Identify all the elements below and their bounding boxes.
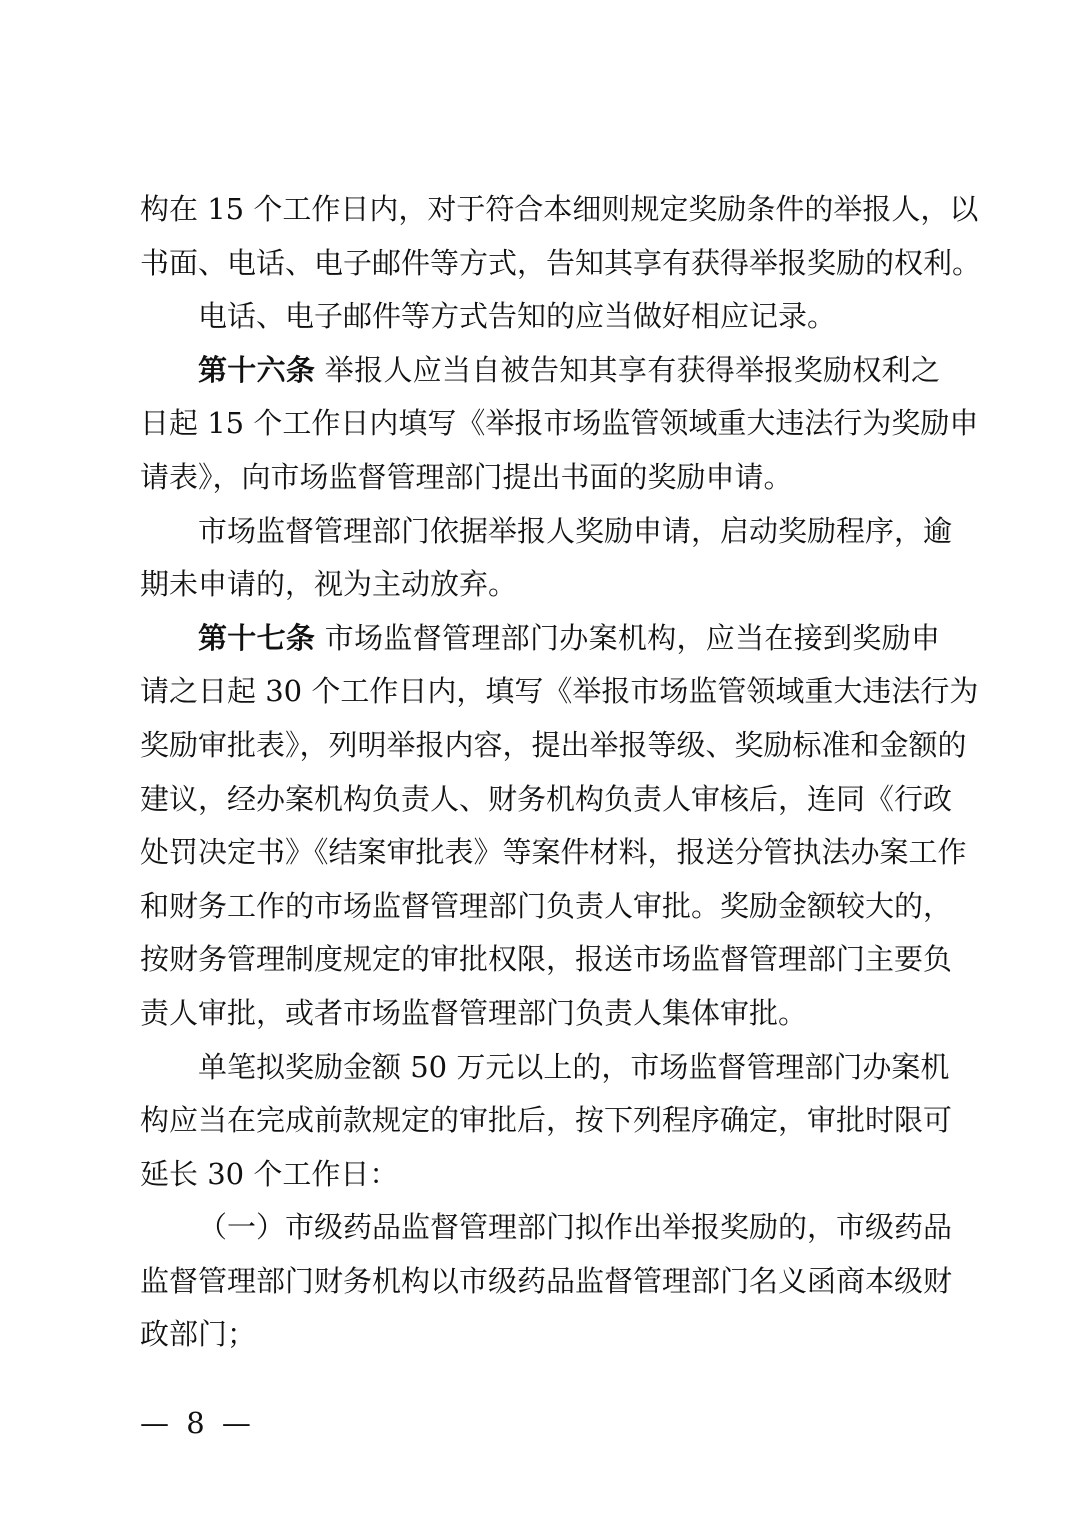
article-heading: 第十七条 [198, 620, 316, 655]
document-body [140, 183, 982, 1362]
text-line: 单笔拟奖励金额 50 万元以上的，市场监督管理部门办案机 [198, 1049, 950, 1084]
text-line: 电话、电子邮件等方式告知的应当做好相应记录。 [198, 299, 837, 334]
text-line: 和财务工作的市场监督管理部门负责人审批。奖励金额较大的， [140, 888, 953, 923]
text-line: 延长 30 个工作日： [140, 1156, 399, 1191]
article-heading: 第十六条 [198, 352, 316, 387]
text-line: 奖励审批表》，列明举报内容，提出举报等级、奖励标准和金额的 [140, 727, 967, 762]
text-line: （一）市级药品监督管理部门拟作出举报奖励的，市级药品 [198, 1210, 953, 1245]
article-17-first-line [140, 612, 940, 666]
text-line: 请表》，向市场监督管理部门提出书面的奖励申请。 [140, 459, 793, 494]
text-line: 政部门； [140, 1317, 257, 1352]
text-line: 按财务管理制度规定的审批权限，报送市场监督管理部门主要负 [140, 942, 953, 977]
text-line: 书面、电话、电子邮件等方式，告知其享有获得举报奖励的权利。 [140, 245, 982, 280]
text-line: 处罚决定书》《结案审批表》等案件材料，报送分管执法办案工作 [140, 835, 967, 870]
article-text: 市场监督管理部门办案机构，应当在接到奖励申 [324, 620, 940, 655]
text-line: 责人审批，或者市场监督管理部门负责人集体审批。 [140, 995, 808, 1030]
text-line: 请之日起 30 个工作日内，填写《举报市场监管领域重大违法行为 [140, 674, 979, 709]
text-line: 构应当在完成前款规定的审批后，按下列程序确定，审批时限可 [140, 1103, 953, 1138]
text-line: 市场监督管理部门依据举报人奖励申请，启动奖励程序，逾 [198, 513, 953, 548]
article-16-first-line [140, 344, 940, 398]
page-number: — 8 — [140, 1406, 255, 1440]
article-text: 举报人应当自被告知其享有获得举报奖励权利之 [324, 352, 940, 387]
text-line: 监督管理部门财务机构以市级药品监督管理部门名义函商本级财 [140, 1263, 953, 1298]
text-line: 期未申请的，视为主动放弃。 [140, 567, 518, 602]
text-line: 建议，经办案机构负责人、财务机构负责人审核后，连同《行政 [140, 781, 953, 816]
text-line: 日起 15 个工作日内填写《举报市场监管领域重大违法行为奖励申 [140, 406, 979, 441]
text-line: 构在 15 个工作日内，对于符合本细则规定奖励条件的举报人，以 [140, 192, 979, 226]
